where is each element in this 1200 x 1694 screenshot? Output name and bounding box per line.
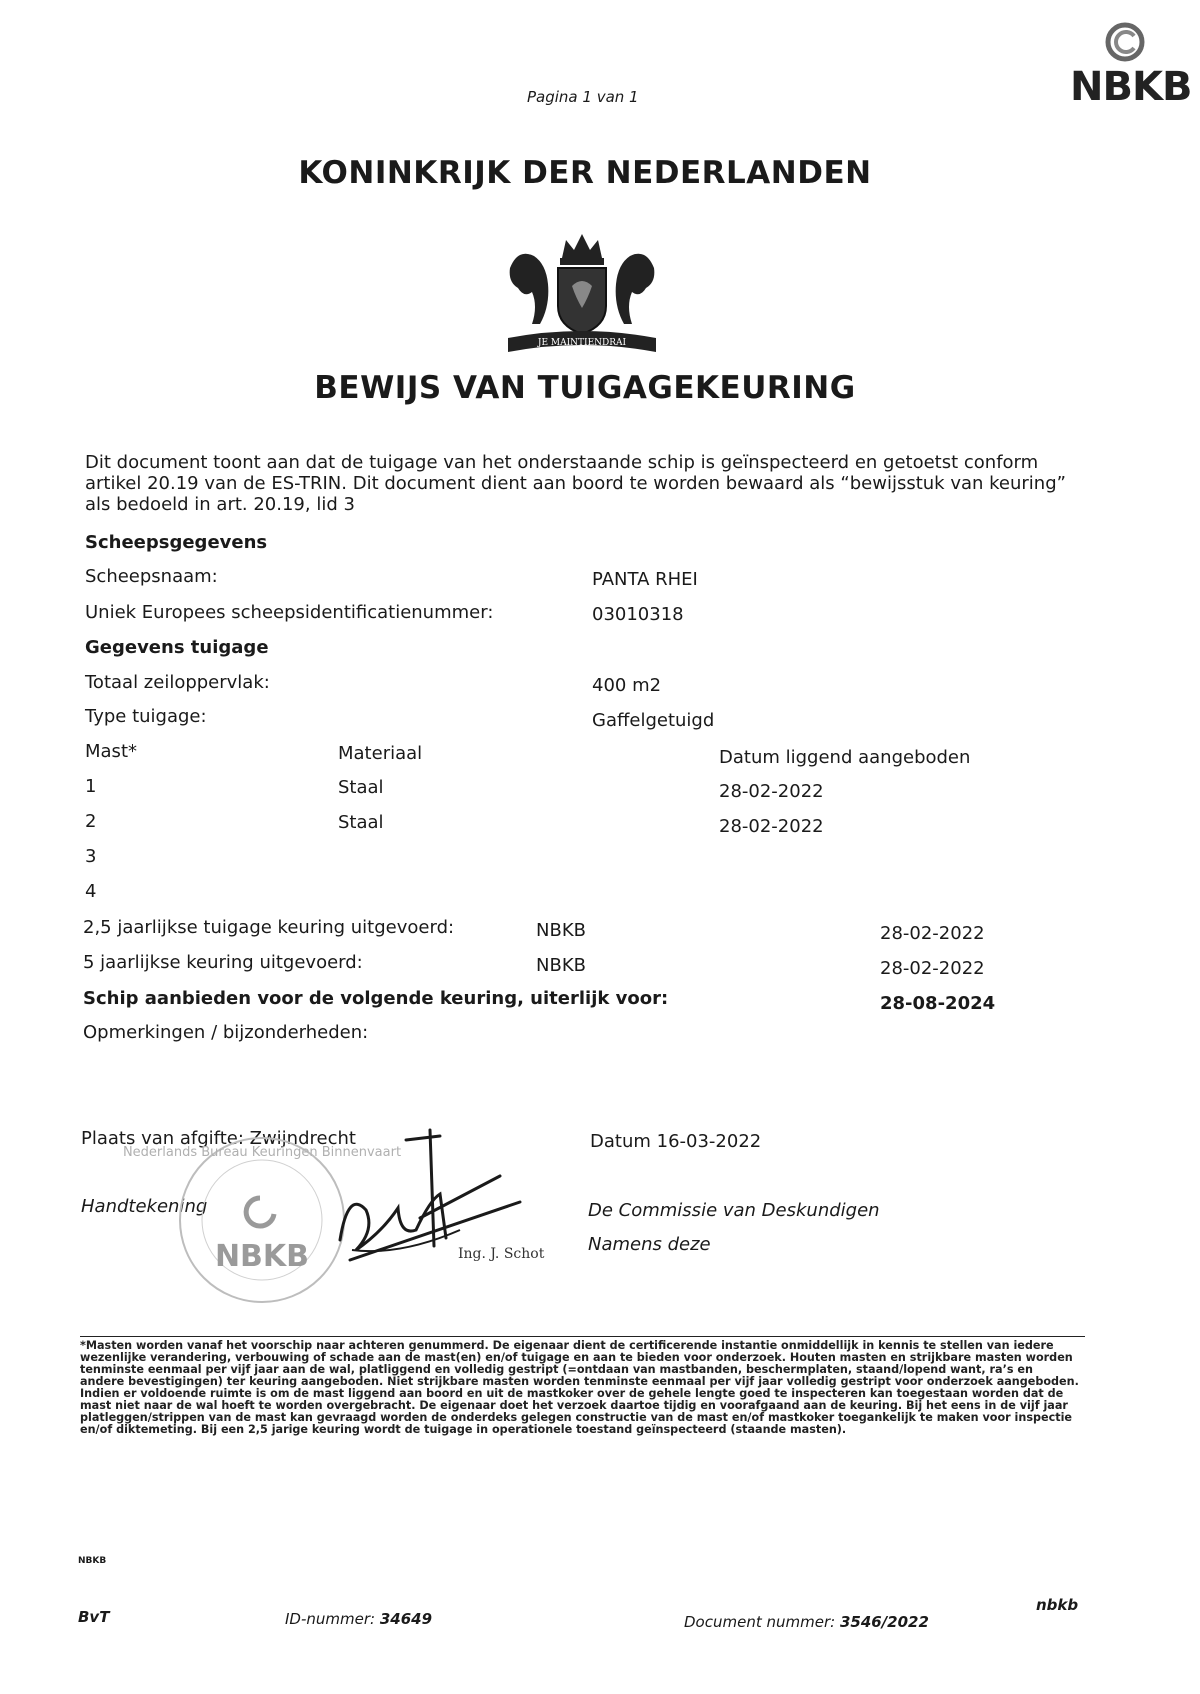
footer-doc-value: 3546/2022 <box>839 1613 929 1631</box>
commission-label: De Commissie van Deskundigen <box>588 1200 880 1221</box>
mast-row-1-date: 28-02-2022 <box>719 781 824 802</box>
five-year-inspection-label: 5 jaarlijkse keuring uitgevoerd: <box>83 952 363 973</box>
mast-row-1-nr: 1 <box>85 776 97 797</box>
issue-place: Plaats van afgifte: Zwijndrecht <box>81 1128 356 1149</box>
sail-area-label: Totaal zeiloppervlak: <box>85 672 270 693</box>
rigging-heading: Gegevens tuigage <box>85 637 269 658</box>
rig-type-label: Type tuigage: <box>85 706 207 727</box>
mast-column-header: Mast* <box>85 741 137 762</box>
semi-inspection-by: NBKB <box>536 920 586 941</box>
footer-small-brand: NBKB <box>78 1556 107 1566</box>
footer-bvt: BvT <box>78 1608 110 1626</box>
semi-inspection-label: 2,5 jaarlijkse tuigage keuring uitgevoerd: <box>83 917 455 938</box>
signature-label: Handtekening <box>81 1196 208 1217</box>
footer-id-label: ID-nummer: <box>285 1610 376 1628</box>
footer-document-number <box>684 1613 929 1631</box>
footnote-text: *Masten worden vanaf het voorschip naar achteren genummerd. De eigenaar dient de certificerende instantie onmiddellijk in kennis te stellen van iedere wezenlijke verandering, verbouwing of schade aan de mast(en) en/of tuigage en aan te bieden voor onderzoek. Houten masten en strijkbare masten worden tenminste eenmaal per vijf jaar aan de wal, platliggend en volledig gestript (=ontdaan van mastbanden, beschermplaten, staand/lopend want, ra’s en andere bevestigingen) ter keuring aangeboden. Niet strijkbare masten worden tenminste eenmaal per vijf jaar volledig gestript voor onderzoek aangeboden. Indien er voldoende ruimte is om de mast liggend aan boord en uit de mastkoker over de gehele lengte goed te inspecteren kan toegestaan worden dat de mast niet naar de wal hoeft te worden overgebracht. De eigenaar doet het verzoek daartoe tijdig en voorafgaand aan de keuring. Bij het eens in de vijf jaar platleggen/strippen van de mast kan gevraagd worden de onderdeks gelegen constructie van de mast en/of mastkoker toegankelijk te maken voor inspectie en/of diktemeting. Bij een 2,5 jarige keuring wordt de tuigage in operationele toestand geïnspecteerd (staande masten). <box>80 1339 1079 1436</box>
document-title: KONINKRIJK DER NEDERLANDEN <box>298 155 872 191</box>
nbkb-logo-text: NBKB <box>1070 64 1192 110</box>
stamp-ring-text: Nederlands Bureau Keuringen Binnenvaart <box>122 1145 402 1160</box>
five-year-inspection-date: 28-02-2022 <box>880 958 985 979</box>
rig-type-value: Gaffelgetuigd <box>592 710 715 731</box>
next-inspection-label: Schip aanbieden voor de volgende keuring, uiterlijk voor: <box>83 988 669 1009</box>
document-subtitle: BEWIJS VAN TUIGAGEKEURING <box>314 370 856 406</box>
mast-row-2-nr: 2 <box>85 811 97 832</box>
ship-heading: Scheepsgegevens <box>85 532 268 553</box>
footer-brand: nbkb <box>1036 1596 1079 1614</box>
mast-row-2-material: Staal <box>338 812 384 833</box>
material-column-header: Materiaal <box>338 743 423 764</box>
sail-area-value: 400 m2 <box>592 675 662 696</box>
next-inspection-date: 28-08-2024 <box>880 993 996 1014</box>
eni-value: 03010318 <box>592 604 684 625</box>
coat-of-arms-icon <box>488 228 676 358</box>
on-behalf-label: Namens deze <box>588 1234 711 1255</box>
stamp-logo: NBKB <box>214 1239 310 1274</box>
date-column-header: Datum liggend aangeboden <box>719 747 971 768</box>
ship-name-label: Scheepsnaam: <box>85 566 218 587</box>
coat-motto: JE MAINTIENDRAI <box>537 338 627 348</box>
footer-id-value: 34649 <box>379 1610 433 1628</box>
page-number: Pagina 1 van 1 <box>527 88 639 106</box>
footnote-divider <box>80 1336 1085 1337</box>
intro-paragraph: Dit document toont aan dat de tuigage van het onderstaande schip is geïnspecteerd en getoetst conform artikel 20.19 van de ES-TRIN. Dit document dient aan boord te worden bewaard als “bewijsstuk van keuring” als bedoeld in art. 20.19, lid 3 <box>85 452 1066 515</box>
eni-label: Uniek Europees scheepsidentificatienummer: <box>85 602 494 623</box>
signer-name: Ing. J. Schot <box>458 1246 545 1262</box>
mast-row-3-nr: 3 <box>85 846 97 867</box>
issue-date: Datum 16-03-2022 <box>590 1131 762 1152</box>
footer-doc-label: Document nummer: <box>684 1613 836 1631</box>
five-year-inspection-by: NBKB <box>536 955 586 976</box>
ship-name-value: PANTA RHEI <box>592 569 698 590</box>
mast-row-4-nr: 4 <box>85 881 97 902</box>
footer-id <box>285 1610 432 1628</box>
remarks-label: Opmerkingen / bijzonderheden: <box>83 1022 369 1043</box>
mast-row-1-material: Staal <box>338 777 384 798</box>
mast-row-2-date: 28-02-2022 <box>719 816 824 837</box>
semi-inspection-date: 28-02-2022 <box>880 923 985 944</box>
